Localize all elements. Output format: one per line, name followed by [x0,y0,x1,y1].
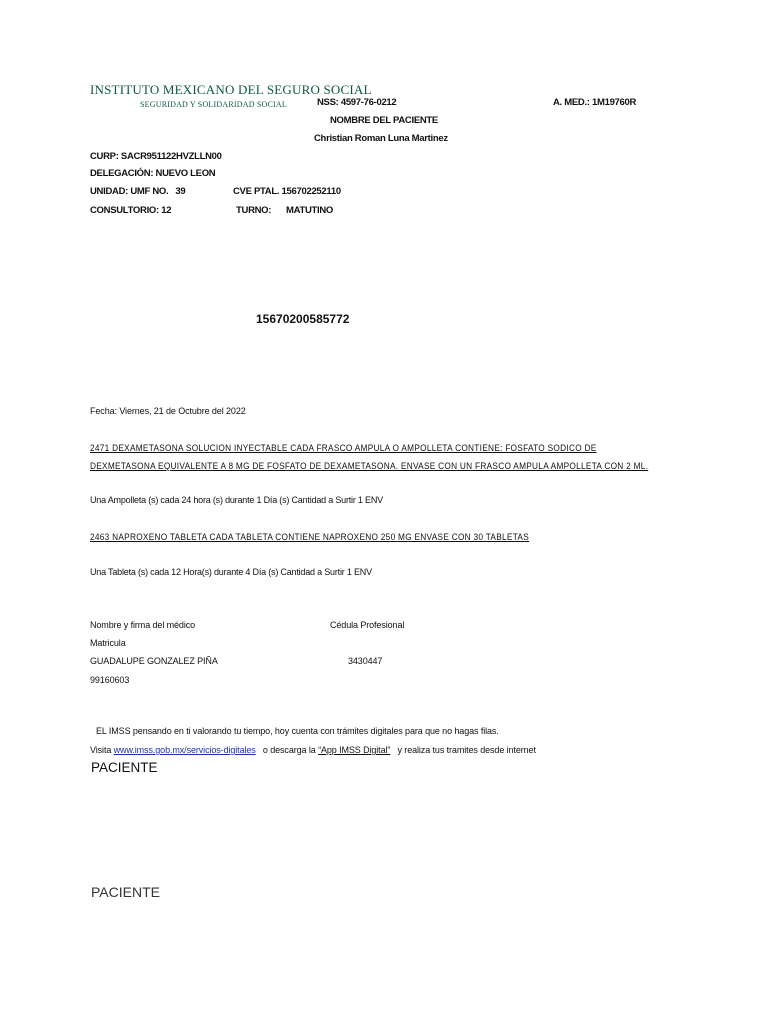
visit-line [90,745,536,755]
copy-label-paciente-1: PACIENTE [91,760,158,775]
download-text: o descarga la [262,745,316,755]
imss-services-link[interactable]: www.imss.gob.mx/servicios-digitales [113,745,256,755]
turno-value: MATUTINO [286,205,334,216]
institution-slogan: SEGURIDAD Y SOLIDARIDAD SOCIAL [140,100,287,109]
matricula-label: Matricula [90,638,126,648]
doctor-signature-label: Nombre y firma del médico [90,620,196,630]
medication-1-dosage: Una Ampolleta (s) cada 24 hora (s) durante 1 Día (s) Cantidad a Surtir 1 ENV [90,495,383,505]
doctor-name: GUADALUPE GONZALEZ PIÑA [90,656,218,666]
cve-ptal: CVE PTAL. 156702252110 [233,186,341,197]
imss-digital-message: EL IMSS pensando en ti valorando tu tiempo, hoy cuenta con trámites digitales para que no hagas filas. [96,726,499,736]
consultorio: CONSULTORIO: 12 [90,205,172,216]
delegacion: DELEGACIÓN: NUEVO LEON [90,168,216,179]
a-med-code: A. MED.: 1M19760R [553,97,637,108]
unidad: UNIDAD: UMF NO. 39 [90,186,186,197]
patient-name-label: NOMBRE DEL PACIENTE [330,115,438,126]
nss-number: NSS: 4597-76-0212 [317,97,397,108]
medication-2-dosage: Una Tableta (s) cada 12 Hora(s) durante 4 Día (s) Cantidad a Surtir 1 ENV [90,567,372,577]
patient-name: Christian Roman Luna Martinez [314,133,448,144]
medication-2-description: 2463 NAPROXENO TABLETA CADA TABLETA CONTIENE NAPROXENO 250 MG ENVASE CON 30 TABLETAS [90,532,530,542]
cedula-number: 3430447 [348,656,383,666]
prescription-date: Fecha: Viernes, 21 de Octubre del 2022 [90,406,246,416]
curp: CURP: SACR951122HVZLLN00 [90,151,222,162]
visit-suffix: y realiza tus tramites desde internet [397,745,536,755]
visit-prefix: Visita [90,745,112,755]
matricula-number: 99160603 [90,675,130,685]
app-name: “App IMSS Digital” [318,745,391,755]
copy-label-paciente-2: PACIENTE [91,884,160,900]
folio-number: 15670200585772 [256,312,350,326]
medication-1-description-line-1: 2471 DEXAMETASONA SOLUCION INYECTABLE CADA FRASCO AMPULA O AMPOLLETA CONTIENE: FOSFATO SODICO DE [90,443,597,453]
cedula-label: Cédula Profesional [330,620,405,630]
medication-1-description-line-2: DEXMETASONA EQUIVALENTE A 8 MG DE FOSFATO DE DEXAMETASONA. ENVASE CON UN FRASCO AMPULA AMPOLLETA CON 2 ML. [90,461,649,471]
institution-name: INSTITUTO MEXICANO DEL SEGURO SOCIAL [90,82,372,97]
turno-label: TURNO: [236,205,272,216]
